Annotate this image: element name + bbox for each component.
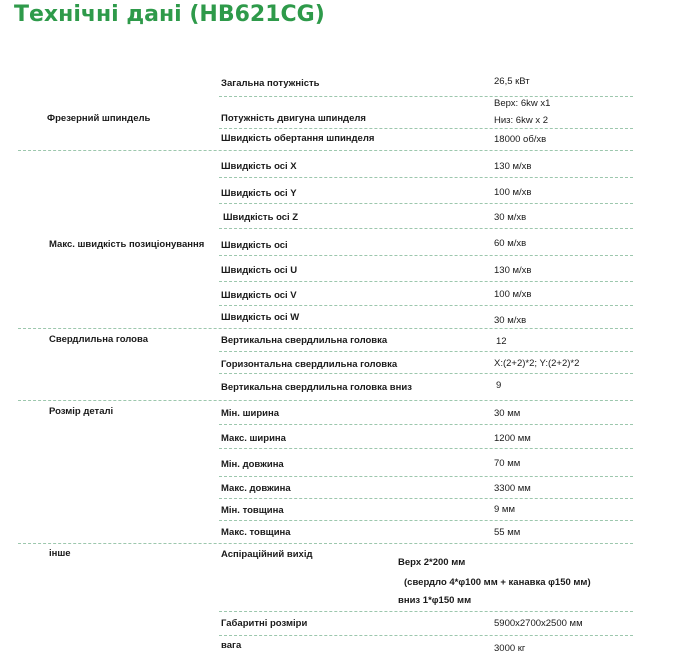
row-divider xyxy=(219,476,633,477)
param-value: 70 мм xyxy=(494,458,521,469)
param-label: Аспіраційний вихід xyxy=(221,549,313,560)
row-divider xyxy=(219,635,633,636)
param-value: 1200 мм xyxy=(494,433,531,444)
param-value: 26,5 кВт xyxy=(494,76,530,87)
param-label: Макс. товщина xyxy=(221,527,291,538)
row-divider xyxy=(219,520,633,521)
group-label-drilling-head: Свердлильна голова xyxy=(49,334,148,345)
group-divider xyxy=(18,328,633,329)
param-value: 30 мм xyxy=(494,408,521,419)
param-value: 30 м/хв xyxy=(494,315,527,326)
param-label: Макс. ширина xyxy=(221,433,286,444)
param-label: Потужність двигуна шпинделя xyxy=(221,113,366,124)
param-value: X:(2+2)*2; Y:(2+2)*2 xyxy=(494,358,580,369)
page-title: Технічні дані (HB621CG) xyxy=(14,2,325,27)
row-divider xyxy=(219,96,633,97)
param-label: Мін. довжина xyxy=(221,459,284,470)
row-divider xyxy=(219,373,633,374)
group-label-other: інше xyxy=(49,548,71,559)
param-value: 130 м/хв xyxy=(494,265,532,276)
row-divider xyxy=(219,351,633,352)
param-label: Швидкість осі W xyxy=(221,312,300,323)
group-label-max-positioning-speed: Макс. швидкість позиціонування xyxy=(49,239,205,250)
param-label: Швидкість осі V xyxy=(221,290,297,301)
row-divider xyxy=(219,228,633,229)
group-divider xyxy=(18,400,633,401)
param-label: Горизонтальна свердлильна головка xyxy=(221,359,398,370)
param-value-line: Верх 2*200 мм xyxy=(398,557,466,568)
param-label: Габаритні розміри xyxy=(221,618,308,629)
param-value: 55 мм xyxy=(494,527,521,538)
param-value: 3000 кг xyxy=(494,643,526,654)
param-value: 18000 об/хв xyxy=(494,134,547,145)
param-value: 30 м/хв xyxy=(494,212,527,223)
param-label: Вертикальна свердлильна головка xyxy=(221,335,388,346)
param-label: Вертикальна свердлильна головка вниз xyxy=(221,382,412,393)
param-value: 12 xyxy=(496,336,507,347)
param-value-line: Низ: 6kw x 2 xyxy=(494,115,549,126)
param-label: Швидкість осі Y xyxy=(221,188,297,199)
row-divider xyxy=(219,128,633,129)
param-label: Швидкість обертання шпинделя xyxy=(221,133,375,144)
param-label: вага xyxy=(221,640,242,651)
row-divider xyxy=(219,305,633,306)
group-label-part-size: Розмір деталі xyxy=(49,406,114,417)
row-divider xyxy=(219,281,633,282)
row-divider xyxy=(219,177,633,178)
row-divider xyxy=(219,448,633,449)
param-value-line: (свердло 4*φ100 мм + канавка φ150 мм) xyxy=(404,577,591,588)
param-value-line: Верх: 6kw x1 xyxy=(494,98,551,109)
row-divider xyxy=(219,203,633,204)
param-label: Швидкість осі X xyxy=(221,161,297,172)
group-label-milling-spindle: Фрезерний шпиндель xyxy=(47,113,151,124)
param-label: Мін. ширина xyxy=(221,408,279,419)
row-divider xyxy=(219,255,633,256)
param-value: 100 м/хв xyxy=(494,289,532,300)
row-divider xyxy=(219,498,633,499)
param-label: Швидкість осі Z xyxy=(223,212,299,223)
param-value: 9 xyxy=(496,380,502,391)
param-label: Швидкість осі xyxy=(221,240,288,251)
param-label: Макс. довжина xyxy=(221,483,291,494)
row-divider xyxy=(219,611,633,612)
param-label: Загальна потужність xyxy=(221,78,320,89)
group-divider xyxy=(18,150,633,151)
param-value: 130 м/хв xyxy=(494,161,532,172)
param-value: 60 м/хв xyxy=(494,238,527,249)
param-value: 3300 мм xyxy=(494,483,531,494)
param-value: 5900x2700x2500 мм xyxy=(494,618,583,629)
param-value: 100 м/хв xyxy=(494,187,532,198)
group-divider xyxy=(18,543,633,544)
row-divider xyxy=(219,424,633,425)
param-label: Швидкість осі U xyxy=(221,265,298,276)
param-value-line: вниз 1*φ150 мм xyxy=(398,595,472,606)
param-value: 9 мм xyxy=(494,504,515,515)
param-label: Мін. товщина xyxy=(221,505,284,516)
